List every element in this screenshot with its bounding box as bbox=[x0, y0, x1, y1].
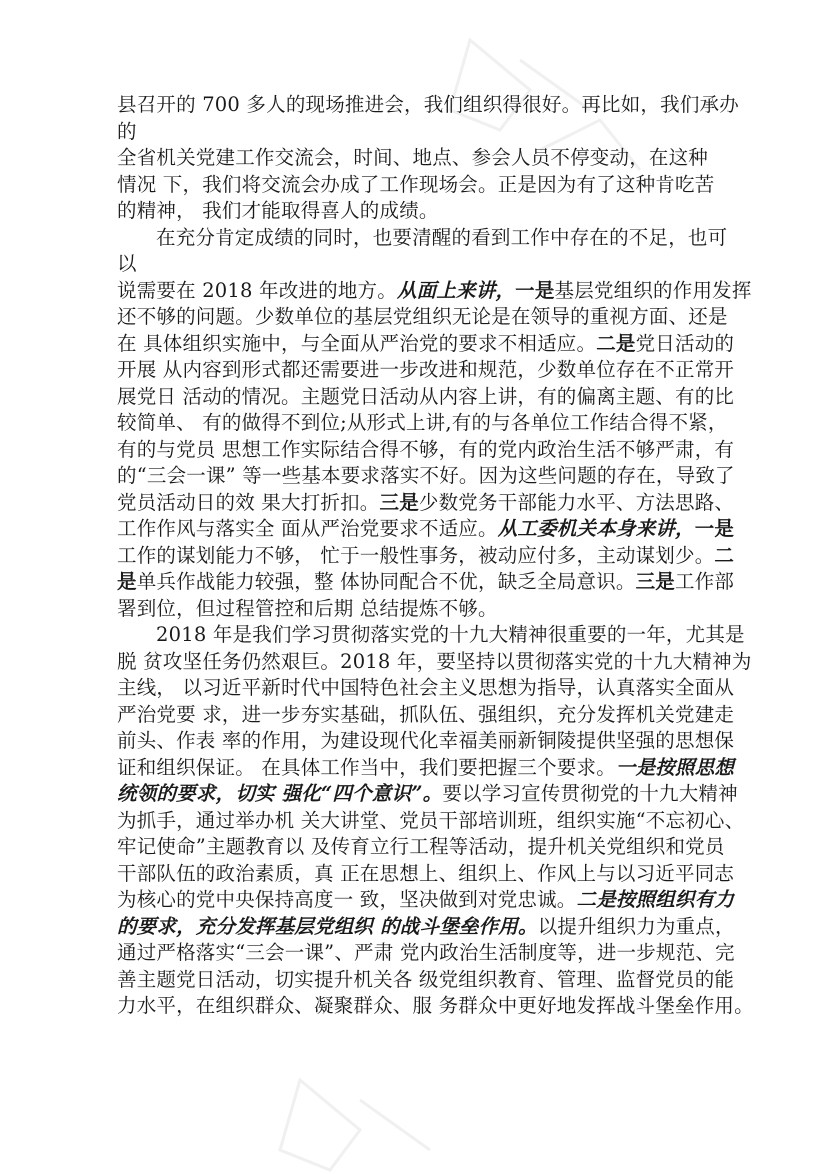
text-segment: 干部队伍的政治素质，真 正在思想上、组织上、作风上与以习近平同志 bbox=[117, 861, 735, 885]
text-line bbox=[117, 755, 757, 782]
text-line bbox=[117, 251, 757, 278]
text-segment: 牢记使命”主题教育以 及传育立行工程等活动，提升机关党组织和党员 bbox=[117, 835, 725, 858]
text-segment: 为核心的党中央保持高度一 致，坚决做到对党忠诚。 bbox=[117, 888, 577, 911]
text-line bbox=[117, 304, 757, 331]
text-segment: 以 bbox=[117, 252, 137, 275]
text-line bbox=[117, 702, 757, 729]
text-line bbox=[117, 861, 757, 888]
text-segment: 前头、作表 率的作用，为建设现代化幸福美丽新铜陵提供坚强的思想保 bbox=[117, 729, 735, 752]
text-line bbox=[117, 172, 757, 199]
text-line bbox=[117, 649, 757, 676]
text-line bbox=[117, 410, 757, 437]
bold-marker: 三是 bbox=[379, 490, 419, 514]
text-line bbox=[117, 278, 757, 305]
text-segment: 全省机关党建工作交流会，时间、地点、参会人员不停变动，在这种 bbox=[117, 146, 709, 169]
text-line bbox=[117, 331, 757, 358]
text-line bbox=[117, 543, 757, 570]
text-segment: 工作作风与落实全 面从严治党要求不适应。 bbox=[117, 517, 498, 540]
text-segment: 证和组织保证。 在具体工作当中，我们要把握三个要求。 bbox=[117, 755, 616, 779]
text-line bbox=[117, 622, 757, 649]
emphasis-heading: 统领的要求，切实 强化“四个意识”。 bbox=[117, 782, 443, 805]
text-segment: 较简单、 有的做得不到位;从形式上讲,有的与各单位工作结合得不紧， bbox=[117, 411, 728, 434]
text-segment: 工作的谋划能力不够， 忙于一般性事务，被动应付多，主动谋划少。 bbox=[117, 543, 715, 567]
text-segment: 党日活动的 bbox=[635, 331, 735, 355]
text-line bbox=[117, 887, 757, 914]
text-line bbox=[117, 119, 757, 146]
emphasis-heading: 从面上来讲， bbox=[396, 278, 516, 302]
text-line bbox=[117, 940, 757, 967]
text-segment: 要以学习宣传贯彻党的十九大精神 bbox=[442, 782, 738, 805]
text-segment: 的精神， 我们才能取得喜人的成绩。 bbox=[117, 199, 439, 222]
emphasis-heading: 一是按照思想 bbox=[615, 755, 735, 779]
emphasis-heading: 二是按照组织有力 bbox=[576, 888, 735, 911]
text-segment: 脱 贫攻坚任务仍然艰巨。2018 年，要坚持以贯彻落实党的十九大精神为 bbox=[117, 649, 752, 673]
text-segment: 有的与党员 思想工作实际结合得不够，有的党内政治生活不够严肃，有 bbox=[117, 437, 735, 461]
text-segment: 展党日 活动的情况。主题党日活动从内容上讲，有的偏离主题、有的比 bbox=[117, 384, 735, 408]
text-segment: 还不够的问题。少数单位的基层党组织无论是在领导的重视方面、还是 bbox=[117, 305, 728, 328]
text-line bbox=[117, 993, 757, 1020]
text-segment: 县召开的 700 多人的现场推进会，我们组织得很好。再比如，我们承办 bbox=[117, 93, 739, 116]
text-line bbox=[117, 596, 757, 623]
text-segment: 通过严格落实“三会一课”、严肃 党内政治生活制度等，进一步规范、完 bbox=[117, 941, 735, 964]
text-line bbox=[117, 225, 757, 252]
text-segment: 情况 下，我们将交流会办成了工作现场会。正是因为有了这种肯吃苦 bbox=[117, 172, 715, 196]
emphasis-heading: 的要求，充分发挥基层党组织 的战斗堡垒作用。 bbox=[117, 914, 538, 938]
text-segment: 开展 从内容到形式都还需要进一步改进和规范，少数单位存在不正常开 bbox=[117, 358, 735, 381]
bold-marker: 一是 bbox=[694, 517, 735, 540]
text-line bbox=[117, 675, 757, 702]
bold-marker: 是 bbox=[117, 570, 137, 593]
text-segment: 说需要在 2018 年改进的地方。 bbox=[117, 278, 397, 302]
text-line bbox=[117, 728, 757, 755]
text-line bbox=[117, 914, 757, 941]
bold-marker: 二 bbox=[714, 543, 735, 567]
text-line bbox=[117, 569, 757, 596]
text-segment: 的“三会一课” 等一些基本要求落实不好。因为这些问题的存在，导致了 bbox=[117, 464, 735, 487]
text-segment: 2018 年是我们学习贯彻落实党的十九大精神很重要的一年，尤其是 bbox=[156, 623, 745, 646]
text-segment: 的 bbox=[117, 119, 137, 143]
text-segment: 力水平，在组织群众、凝聚群众、服 务群众中更好地发挥战斗堡垒作用。 bbox=[117, 994, 754, 1017]
text-segment: 在充分肯定成绩的同时，也要清醒的看到工作中存在的不足，也可 bbox=[156, 225, 728, 249]
text-segment: 善主题党日活动，切实提升机关各 级党组织教育、管理、监督党员的能 bbox=[117, 967, 735, 991]
text-line bbox=[117, 92, 757, 119]
text-segment: 基层党组织的作用发挥 bbox=[554, 278, 752, 302]
text-line bbox=[117, 967, 757, 994]
text-segment: 工作部 bbox=[675, 570, 735, 593]
text-line bbox=[117, 463, 757, 490]
document-body bbox=[117, 92, 757, 1020]
text-line bbox=[117, 357, 757, 384]
text-line bbox=[117, 516, 757, 543]
emphasis-heading: 从工委机关本身来讲， bbox=[497, 517, 695, 540]
text-line bbox=[117, 490, 757, 517]
text-segment: 少数党务干部能力水平、方法思路、 bbox=[418, 490, 735, 514]
text-line bbox=[117, 834, 757, 861]
text-line bbox=[117, 384, 757, 411]
bold-marker: 三是 bbox=[635, 570, 676, 593]
text-line bbox=[117, 808, 757, 835]
text-line bbox=[117, 781, 757, 808]
text-line bbox=[117, 198, 757, 225]
text-segment: 单兵作战能力较强，整 体协同配合不优，缺乏全局意识。 bbox=[136, 570, 636, 593]
text-segment: 严治党要 求，进一步夯实基础，抓队伍、强组织，充分发挥机关党建走 bbox=[117, 702, 735, 726]
text-line bbox=[117, 437, 757, 464]
bold-marker: 一是 bbox=[515, 278, 555, 302]
text-line bbox=[117, 145, 757, 172]
text-segment: 署到位，但过程管控和后期 总结提炼不够。 bbox=[117, 596, 498, 620]
bold-marker: 二是 bbox=[596, 331, 636, 355]
text-segment: 以提升组织力为重点， bbox=[537, 914, 735, 938]
text-segment: 党员活动日的效 果大打折扣。 bbox=[117, 490, 380, 514]
text-segment: 在 具体组织实施中，与全面从严治党的要求不相适应。 bbox=[117, 331, 597, 355]
text-segment: 主线， 以习近平新时代中国特色社会主义思想为指导，认真落实全面从 bbox=[117, 676, 735, 699]
text-segment: 为抓手，通过举办机 关大讲堂、党员干部培训班，组织实施“不忘初心、 bbox=[117, 808, 745, 832]
